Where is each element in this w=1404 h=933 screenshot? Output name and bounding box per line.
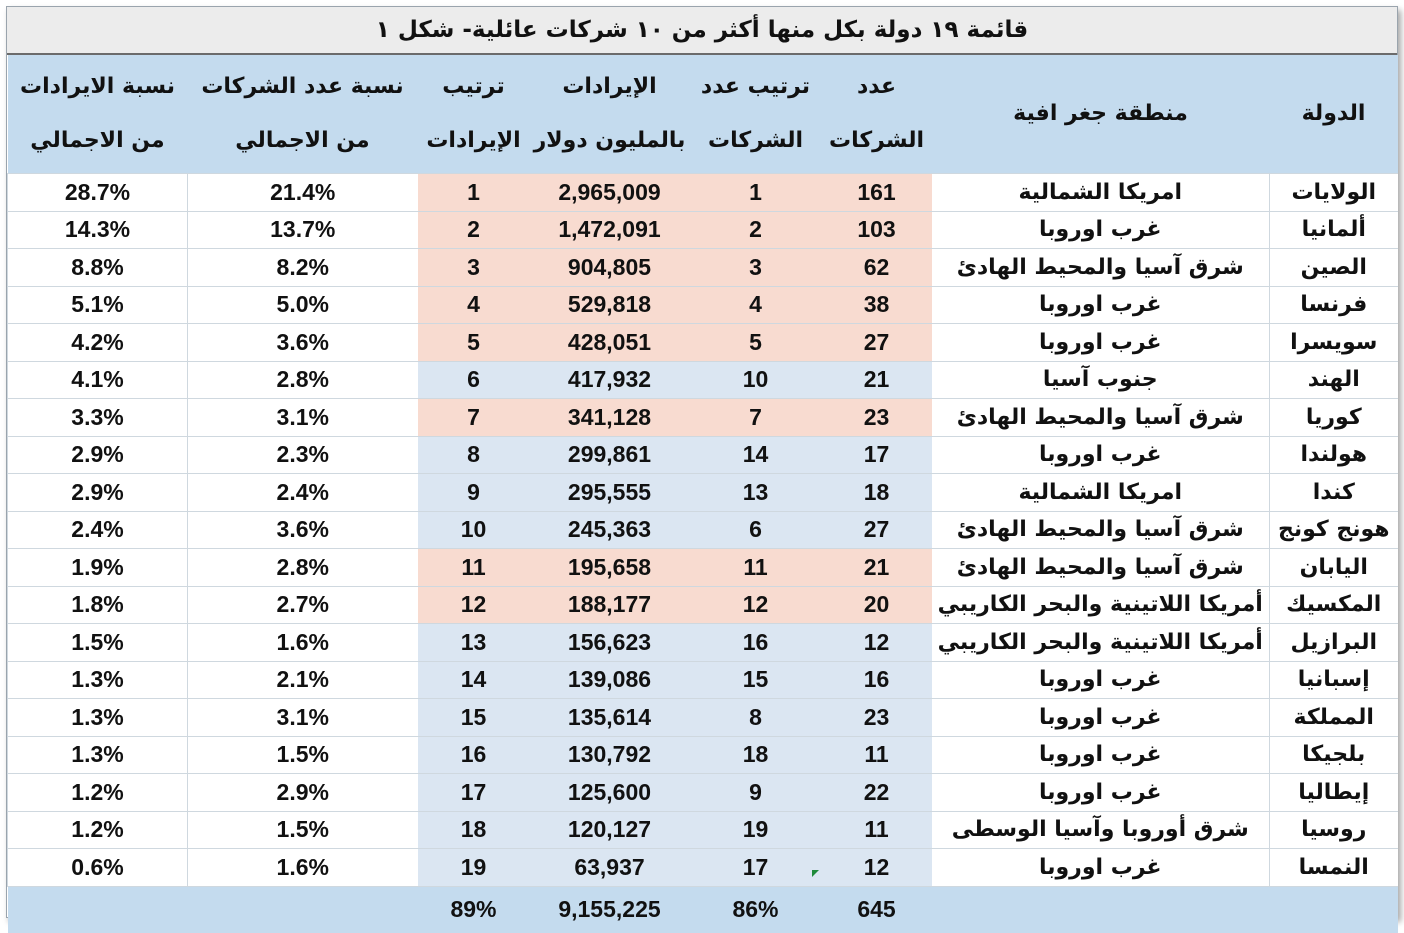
cell-firms-share: 21.4%	[188, 174, 418, 212]
cell-country: النمسا	[1270, 849, 1398, 887]
cell-comment-indicator	[812, 870, 819, 877]
cell-revenue-share: 4.2%	[8, 324, 188, 362]
cell-revenue: 295,555	[530, 474, 690, 512]
cell-revenue-rank: 2	[418, 211, 530, 249]
cell-country: إسبانيا	[1270, 661, 1398, 699]
cell-firms-count: 27	[822, 324, 932, 362]
cell-firms-count: 27	[822, 511, 932, 549]
cell-revenue-share: 1.2%	[8, 774, 188, 812]
cell-firms-count: 103	[822, 211, 932, 249]
cell-firms-share: 2.8%	[188, 361, 418, 399]
cell-firms-share: 1.5%	[188, 811, 418, 849]
cell-firms-count: 11	[822, 811, 932, 849]
table-row	[8, 849, 1398, 887]
total-firms-count: 645	[822, 886, 932, 933]
cell-firms-rank: 2	[690, 211, 822, 249]
table-row	[8, 511, 1398, 549]
cell-region: شرق أوروبا وآسيا الوسطى	[932, 811, 1270, 849]
cell-revenue-rank: 12	[418, 586, 530, 624]
cell-revenue-share: 0.6%	[8, 849, 188, 887]
cell-firms-count: 23	[822, 399, 932, 437]
cell-revenue-share: 2.4%	[8, 511, 188, 549]
cell-region: امريكا الشمالية	[932, 174, 1270, 212]
cell-revenue: 195,658	[530, 549, 690, 587]
cell-revenue-rank: 3	[418, 249, 530, 287]
cell-revenue-share: 1.9%	[8, 549, 188, 587]
cell-firms-count: 18	[822, 474, 932, 512]
table-row	[8, 474, 1398, 512]
cell-revenue-rank: 17	[418, 774, 530, 812]
cell-region: غرب اوروبا	[932, 849, 1270, 887]
cell-revenue-rank: 1	[418, 174, 530, 212]
cell-revenue-share: 14.3%	[8, 211, 188, 249]
cell-firms-rank: 5	[690, 324, 822, 362]
header-firms-share: نسبة عدد الشركات من الاجمالي	[188, 55, 418, 174]
cell-firms-count: 20	[822, 586, 932, 624]
cell-country: هولندا	[1270, 436, 1398, 474]
cell-revenue: 245,363	[530, 511, 690, 549]
cell-firms-count: 12	[822, 849, 932, 887]
cell-firms-share: 1.6%	[188, 624, 418, 662]
cell-revenue-share: 2.9%	[8, 474, 188, 512]
cell-revenue-rank: 11	[418, 549, 530, 587]
cell-firms-count: 23	[822, 699, 932, 737]
table-body	[8, 174, 1398, 887]
family-firms-table	[7, 55, 1398, 933]
cell-revenue-share: 1.8%	[8, 586, 188, 624]
cell-firms-share: 5.0%	[188, 286, 418, 324]
cell-revenue-rank: 13	[418, 624, 530, 662]
table-row	[8, 249, 1398, 287]
cell-firms-count: 21	[822, 361, 932, 399]
cell-firms-share: 13.7%	[188, 211, 418, 249]
cell-firms-share: 8.2%	[188, 249, 418, 287]
cell-revenue: 428,051	[530, 324, 690, 362]
cell-revenue: 904,805	[530, 249, 690, 287]
cell-region: امريكا الشمالية	[932, 474, 1270, 512]
cell-region: غرب اوروبا	[932, 699, 1270, 737]
cell-country: كندا	[1270, 474, 1398, 512]
cell-country: فرنسا	[1270, 286, 1398, 324]
cell-firms-rank: 7	[690, 399, 822, 437]
cell-revenue-share: 5.1%	[8, 286, 188, 324]
cell-revenue-share: 1.3%	[8, 699, 188, 737]
cell-country: المملكة	[1270, 699, 1398, 737]
cell-revenue: 135,614	[530, 699, 690, 737]
table-row	[8, 661, 1398, 699]
cell-firms-rank: 16	[690, 624, 822, 662]
cell-region: أمريكا اللاتينية والبحر الكاريبي	[932, 624, 1270, 662]
table-row	[8, 399, 1398, 437]
cell-revenue: 529,818	[530, 286, 690, 324]
cell-firms-rank: 15	[690, 661, 822, 699]
cell-country: الهند	[1270, 361, 1398, 399]
cell-firms-rank: 12	[690, 586, 822, 624]
cell-region: غرب اوروبا	[932, 436, 1270, 474]
cell-revenue: 417,932	[530, 361, 690, 399]
table-row	[8, 436, 1398, 474]
cell-country: روسيا	[1270, 811, 1398, 849]
cell-revenue-share: 2.9%	[8, 436, 188, 474]
cell-region: غرب اوروبا	[932, 324, 1270, 362]
header-country: الدولة	[1270, 55, 1398, 174]
cell-revenue-share: 1.5%	[8, 624, 188, 662]
cell-firms-rank: 4	[690, 286, 822, 324]
header-row	[8, 55, 1398, 174]
cell-revenue-rank: 14	[418, 661, 530, 699]
cell-firms-count: 12	[822, 624, 932, 662]
cell-revenue-share: 1.2%	[8, 811, 188, 849]
cell-firms-count: 17	[822, 436, 932, 474]
cell-firms-count: 11	[822, 736, 932, 774]
cell-firms-rank: 9	[690, 774, 822, 812]
cell-region: شرق آسيا والمحيط الهادئ	[932, 399, 1270, 437]
cell-revenue: 63,937	[530, 849, 690, 887]
cell-revenue-rank: 15	[418, 699, 530, 737]
table-row	[8, 324, 1398, 362]
cell-firms-rank: 18	[690, 736, 822, 774]
cell-region: شرق آسيا والمحيط الهادئ	[932, 511, 1270, 549]
cell-revenue-rank: 19	[418, 849, 530, 887]
header-revenue: الإيرادات بالمليون دولار	[530, 55, 690, 174]
cell-revenue: 1,472,091	[530, 211, 690, 249]
cell-revenue-share: 8.8%	[8, 249, 188, 287]
table-row	[8, 549, 1398, 587]
cell-firms-share: 2.3%	[188, 436, 418, 474]
table-row	[8, 211, 1398, 249]
cell-firms-share: 2.9%	[188, 774, 418, 812]
cell-revenue-rank: 10	[418, 511, 530, 549]
cell-region: غرب اوروبا	[932, 211, 1270, 249]
cell-firms-share: 3.6%	[188, 511, 418, 549]
cell-country: إيطاليا	[1270, 774, 1398, 812]
table-row	[8, 699, 1398, 737]
cell-revenue: 299,861	[530, 436, 690, 474]
table-row	[8, 774, 1398, 812]
cell-firms-count: 16	[822, 661, 932, 699]
cell-firms-share: 1.6%	[188, 849, 418, 887]
cell-country: سويسرا	[1270, 324, 1398, 362]
header-revenue-rank: ترتيب الإيرادات	[418, 55, 530, 174]
cell-revenue-rank: 4	[418, 286, 530, 324]
cell-firms-rank: 1	[690, 174, 822, 212]
cell-revenue-rank: 18	[418, 811, 530, 849]
cell-revenue-rank: 16	[418, 736, 530, 774]
header-revenue-share: نسبة الايرادات من الاجمالي	[8, 55, 188, 174]
cell-revenue-share: 1.3%	[8, 661, 188, 699]
cell-revenue-rank: 7	[418, 399, 530, 437]
header-region: منطقة جغر افية	[932, 55, 1270, 174]
cell-firms-rank: 10	[690, 361, 822, 399]
cell-revenue-share: 3.3%	[8, 399, 188, 437]
cell-revenue-share: 4.1%	[8, 361, 188, 399]
cell-firms-rank: 17	[690, 849, 822, 887]
cell-firms-rank: 8	[690, 699, 822, 737]
cell-country: هونج كونج	[1270, 511, 1398, 549]
table-title: قائمة ١٩ دولة بكل منها أكثر من ١٠ شركات عائلية- شكل ١	[7, 7, 1397, 55]
table-row	[8, 736, 1398, 774]
cell-region: غرب اوروبا	[932, 774, 1270, 812]
table-row	[8, 811, 1398, 849]
cell-revenue: 2,965,009	[530, 174, 690, 212]
cell-firms-share: 2.8%	[188, 549, 418, 587]
header-firms-count: عدد الشركات	[822, 55, 932, 174]
cell-country: بلجيكا	[1270, 736, 1398, 774]
cell-revenue-share: 1.3%	[8, 736, 188, 774]
cell-firms-count: 38	[822, 286, 932, 324]
table-row	[8, 174, 1398, 212]
cell-firms-share: 2.4%	[188, 474, 418, 512]
cell-firms-share: 3.1%	[188, 399, 418, 437]
cell-firms-rank: 13	[690, 474, 822, 512]
cell-region: جنوب آسيا	[932, 361, 1270, 399]
table-row	[8, 624, 1398, 662]
cell-country: الولايات	[1270, 174, 1398, 212]
cell-revenue: 156,623	[530, 624, 690, 662]
table-row	[8, 586, 1398, 624]
cell-revenue: 120,127	[530, 811, 690, 849]
cell-firms-count: 62	[822, 249, 932, 287]
total-revenue-share: 89%	[418, 886, 530, 933]
cell-revenue: 341,128	[530, 399, 690, 437]
cell-region: غرب اوروبا	[932, 661, 1270, 699]
cell-revenue: 188,177	[530, 586, 690, 624]
cell-firms-rank: 19	[690, 811, 822, 849]
table-row	[8, 286, 1398, 324]
cell-revenue-share: 28.7%	[8, 174, 188, 212]
total-revenue: 9,155,225	[530, 886, 690, 933]
cell-revenue: 139,086	[530, 661, 690, 699]
cell-firms-count: 22	[822, 774, 932, 812]
cell-region: أمريكا اللاتينية والبحر الكاريبي	[932, 586, 1270, 624]
cell-revenue: 130,792	[530, 736, 690, 774]
cell-revenue: 125,600	[530, 774, 690, 812]
cell-revenue-rank: 9	[418, 474, 530, 512]
cell-region: شرق آسيا والمحيط الهادئ	[932, 249, 1270, 287]
cell-firms-share: 1.5%	[188, 736, 418, 774]
cell-country: اليابان	[1270, 549, 1398, 587]
table-row	[8, 361, 1398, 399]
cell-revenue-rank: 6	[418, 361, 530, 399]
cell-country: البرازيل	[1270, 624, 1398, 662]
cell-firms-count: 21	[822, 549, 932, 587]
cell-firms-rank: 11	[690, 549, 822, 587]
total-firms-share: 86%	[690, 886, 822, 933]
cell-firms-share: 2.1%	[188, 661, 418, 699]
header-firms-rank: ترتيب عدد الشركات	[690, 55, 822, 174]
cell-firms-share: 3.6%	[188, 324, 418, 362]
cell-firms-share: 3.1%	[188, 699, 418, 737]
cell-firms-rank: 14	[690, 436, 822, 474]
cell-region: غرب اوروبا	[932, 286, 1270, 324]
cell-firms-rank: 3	[690, 249, 822, 287]
cell-country: كوريا	[1270, 399, 1398, 437]
cell-firms-count: 161	[822, 174, 932, 212]
cell-region: غرب اوروبا	[932, 736, 1270, 774]
cell-country: الصين	[1270, 249, 1398, 287]
cell-firms-share: 2.7%	[188, 586, 418, 624]
cell-firms-rank: 6	[690, 511, 822, 549]
cell-revenue-rank: 5	[418, 324, 530, 362]
cell-country: ألمانيا	[1270, 211, 1398, 249]
cell-region: شرق آسيا والمحيط الهادئ	[932, 549, 1270, 587]
table-frame	[6, 6, 1398, 922]
cell-country: المكسيك	[1270, 586, 1398, 624]
cell-revenue-rank: 8	[418, 436, 530, 474]
